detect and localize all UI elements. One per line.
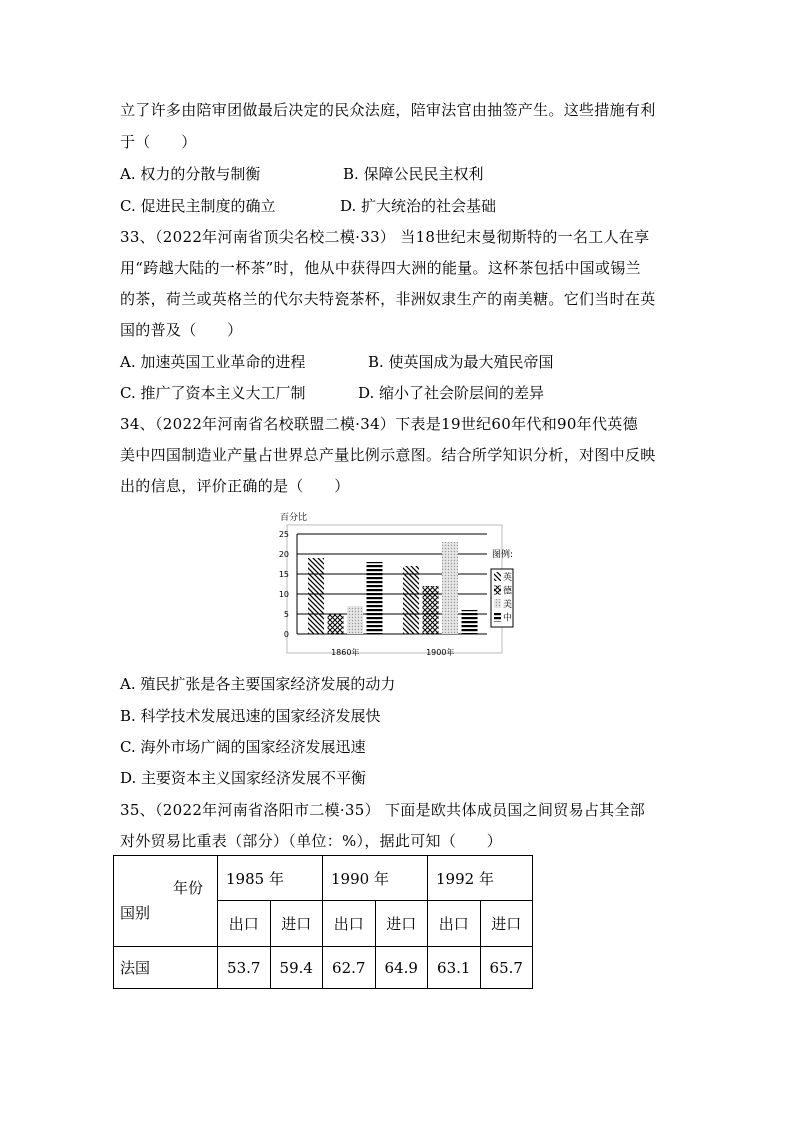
value-cell: 63.1 [428,947,481,989]
q34-option-d: D. 主要资本主义国家经济发展不平衡 [120,769,367,787]
q32-option-a: A. 权力的分散与制衡 [120,165,261,183]
bar [328,614,344,634]
year-header: 1992 年 [428,856,533,901]
q35-stem: 35、（2022年河南省洛阳市二模·35） 下面是欧共体成员国之间贸易占其全部 [120,801,646,819]
q33-option-c: C. 推广了资本主义大工厂制 [120,384,306,402]
y-tick-label: 5 [283,610,289,619]
grid-lines [297,534,487,634]
q34-stem: 美中四国制造业产量占世界总产量比例示意图。结合所学知识分析，对图中反映 [120,446,656,464]
x-tick-labels [331,647,454,657]
legend [491,569,513,627]
legend-label: 德 [503,586,513,597]
x-tick-label: 1900年 [426,648,455,657]
y-tick-label: 20 [278,550,289,559]
sub-header: 进口 [375,901,428,947]
q34-option-c: C. 海外市场广阔的国家经济发展迅速 [120,738,366,756]
legend-swatch [494,586,501,595]
table-row [114,947,533,989]
legend-swatch [494,572,501,581]
sub-header: 出口 [428,901,481,947]
year-header: 1985 年 [218,856,323,901]
bar-group [308,542,478,634]
bar [442,542,458,634]
corner-country-label: 国别 [120,904,151,922]
legend-label: 英 [503,573,513,583]
value-cell: 62.7 [323,947,376,989]
sub-header: 进口 [270,901,323,947]
y-tick-label: 15 [278,570,289,579]
q33-stem: 的茶，荷兰或英格兰的代尔夫特瓷茶杯，非洲奴隶生产的南美糖。它们当时在英 [120,290,656,308]
q33-stem: 用“跨越大陆的一杯茶”时，他从中获得四大洲的能量。这杯茶包括中国或锡兰 [120,259,641,277]
text-line: 立了许多由陪审团做最后决定的民众法庭，陪审法官由抽签产生。这些措施有利 [120,101,656,119]
q34-option-a: A. 殖民扩张是各主要国家经济发展的动力 [120,675,396,693]
q35-stem: 对外贸易比重表（部分）（单位：%），据此可知（ ） [120,832,503,850]
bar [308,558,324,634]
bar [367,562,383,634]
trade-share-table [113,855,533,989]
bar [347,606,363,634]
q33-stem: 国的普及（ ） [120,321,243,339]
corner-header-cell [114,856,218,947]
q33-option-d: D. 缩小了社会阶层间的差异 [358,384,545,402]
q34-stem: 34、（2022年河南省名校联盟二模·34）下表是19世纪60年代和90年代英德 [120,415,638,433]
y-tick-label: 0 [283,630,289,639]
value-cell: 59.4 [270,947,323,989]
y-tick-label: 25 [278,530,289,539]
q33-stem: 33、（2022年河南省顶尖名校二模·33） 当18世纪末曼彻斯特的一名工人在享 [120,228,650,246]
q34-stem: 出的信息，评价正确的是（ ） [120,477,350,495]
country-cell: 法国 [114,947,218,989]
legend-label: 中 [503,613,513,624]
value-cell: 65.7 [480,947,533,989]
bar [462,610,478,634]
sub-header: 进口 [480,901,533,947]
q32-option-c: C. 促进民主制度的确立 [120,197,276,215]
q34-option-b: B. 科学技术发展迅速的国家经济发展快 [120,707,381,725]
value-cell: 64.9 [375,947,428,989]
text-line: 于（ ） [120,133,197,151]
q33-option-b: B. 使英国成为最大殖民帝国 [368,353,554,371]
sub-header: 出口 [323,901,376,947]
q32-option-b: B. 保障公民民主权利 [343,165,484,183]
manufacturing-share-chart [270,505,530,665]
legend-title: 图例: [492,550,514,560]
y-tick-label: 10 [278,590,289,599]
q32-option-d: D. 扩大统治的社会基础 [340,197,497,215]
value-cell: 53.7 [218,947,271,989]
corner-year-label: 年份 [172,879,203,897]
bar [423,586,439,634]
legend-swatch [494,599,501,608]
legend-swatch [494,613,501,622]
year-header: 1990 年 [323,856,428,901]
q33-option-a: A. 加速英国工业革命的进程 [120,353,306,371]
bar [403,566,419,634]
x-tick-label: 1860年 [331,648,360,657]
y-axis-label: 百分比 [280,513,308,523]
sub-header: 出口 [218,901,271,947]
legend-label: 美 [503,600,513,610]
